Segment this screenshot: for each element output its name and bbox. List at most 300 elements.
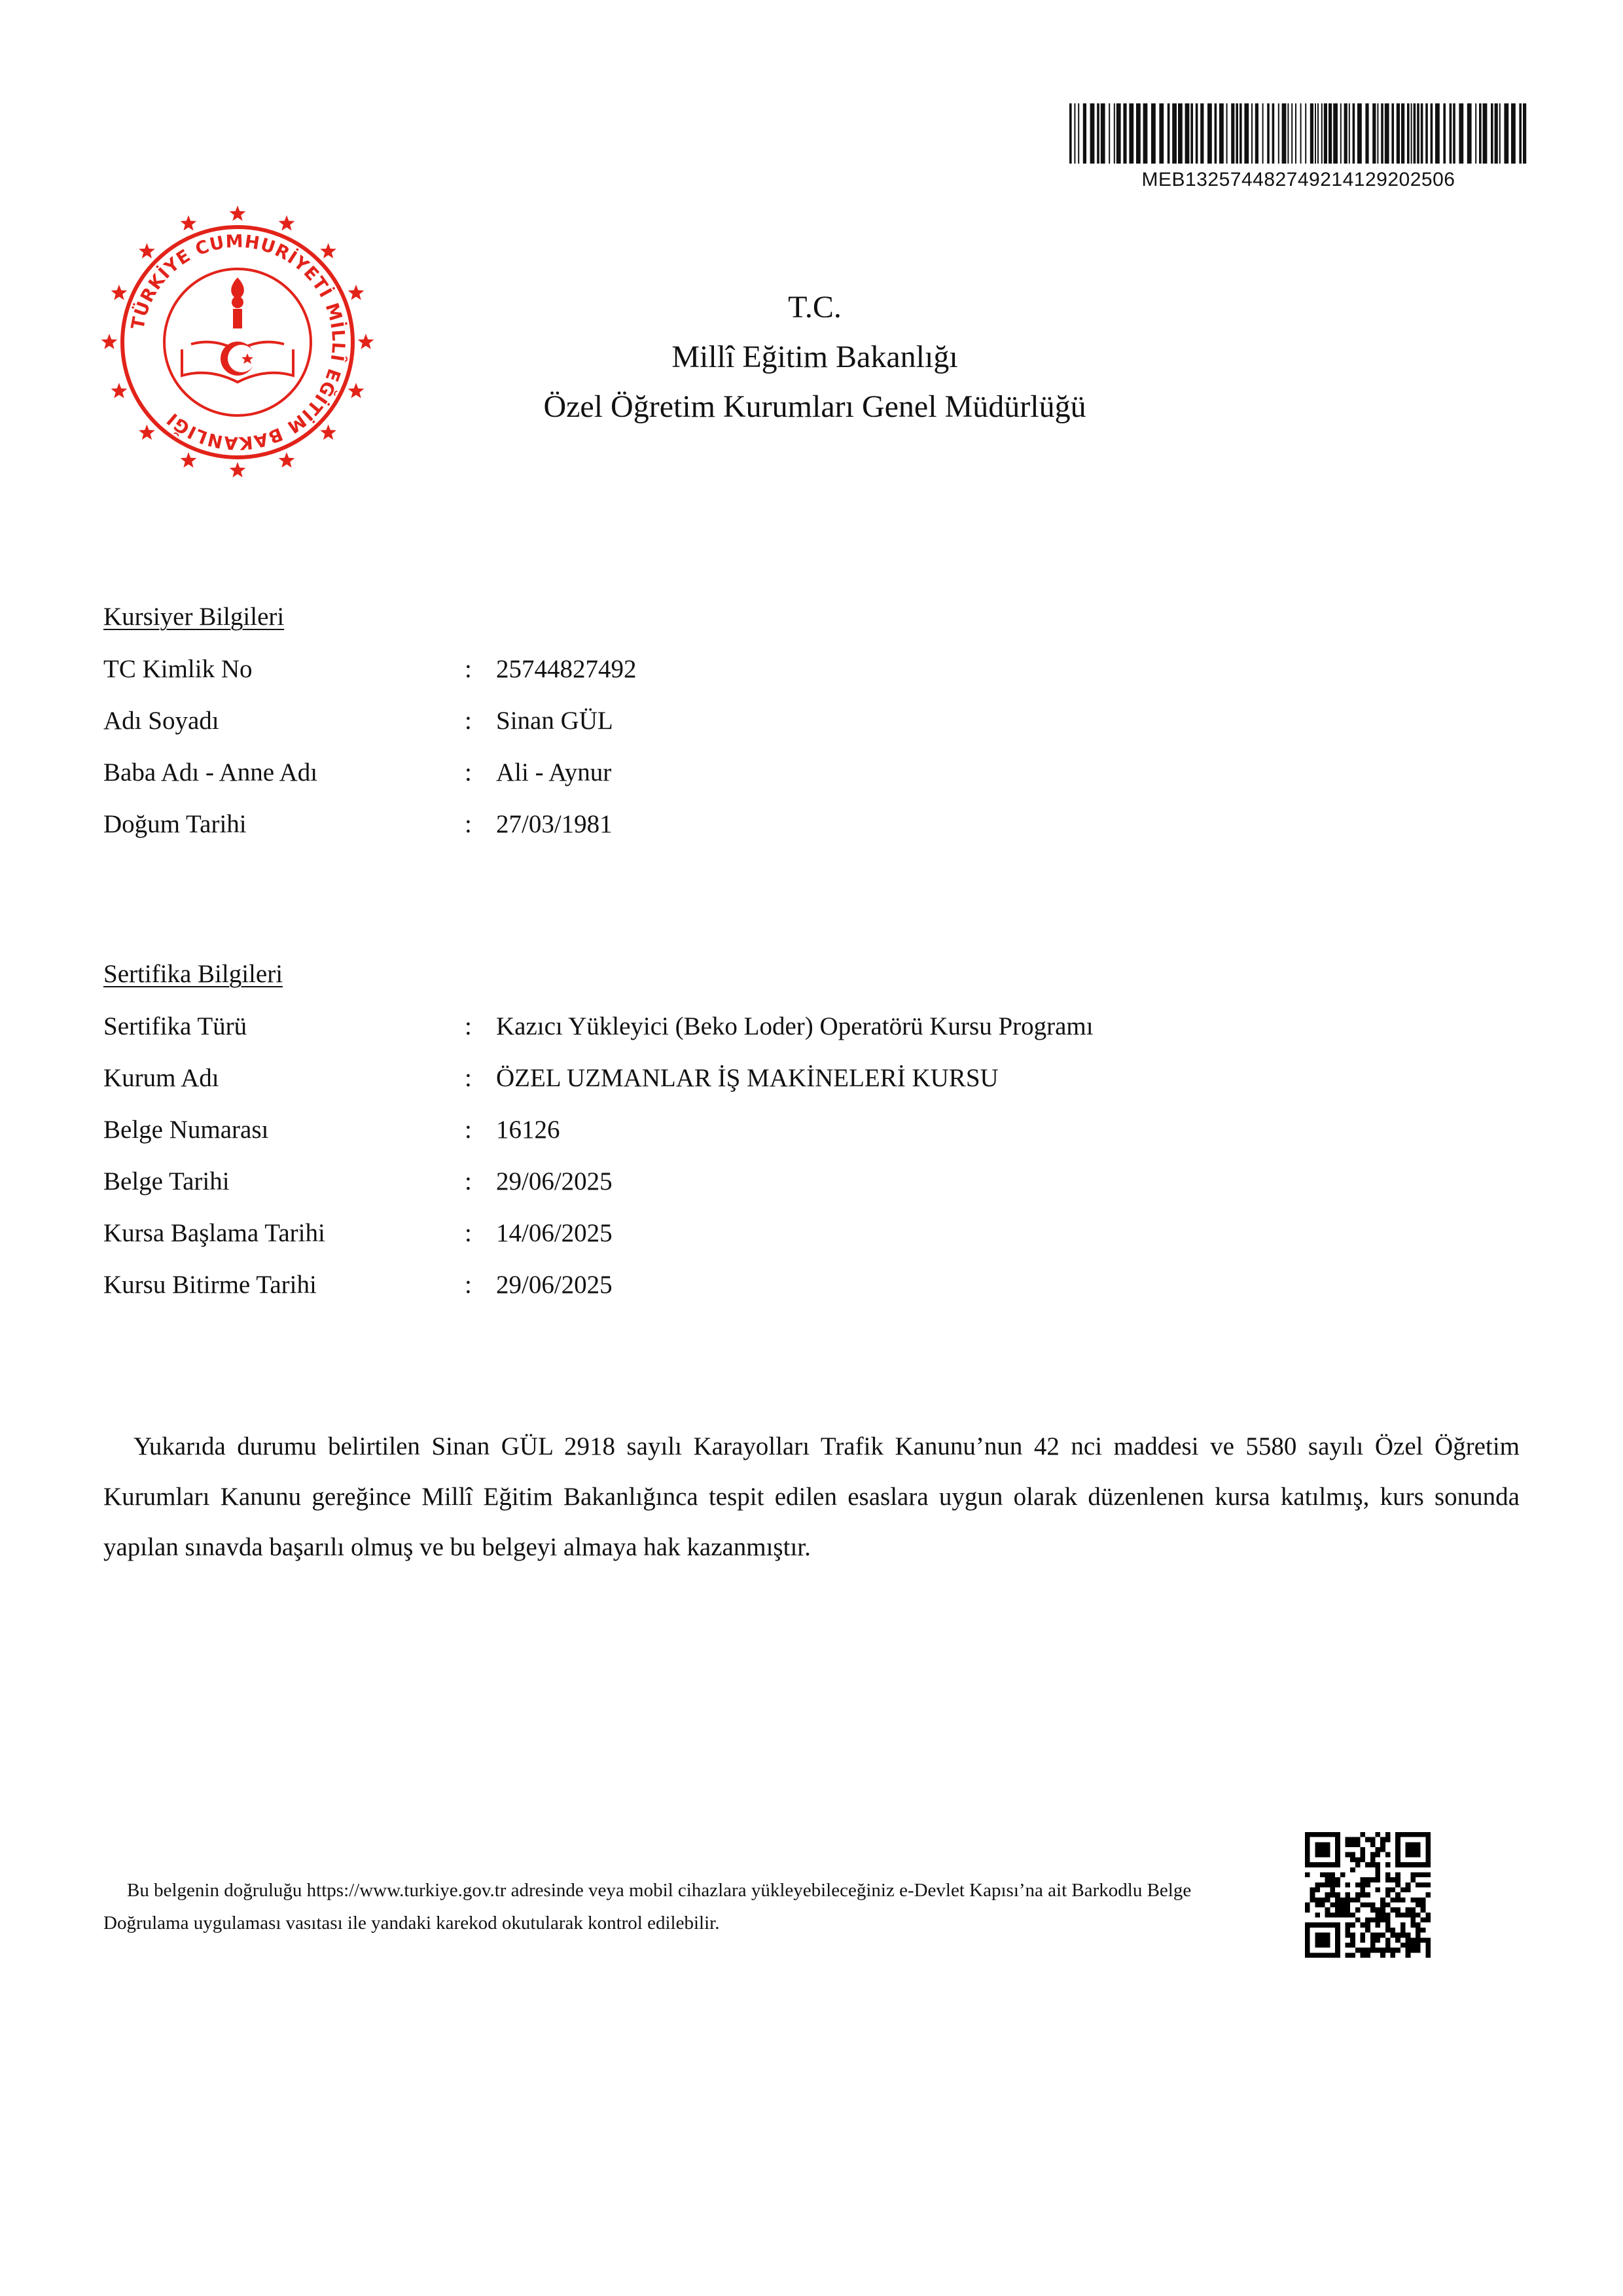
qr-module — [1330, 1887, 1335, 1892]
qr-module — [1370, 1907, 1376, 1913]
barcode-bar — [1143, 103, 1148, 164]
barcode-bar — [1443, 103, 1446, 164]
qr-module — [1406, 1933, 1411, 1938]
seal-star — [279, 452, 295, 468]
qr-module — [1416, 1943, 1421, 1948]
qr-module — [1305, 1903, 1310, 1908]
qr-module — [1395, 1872, 1400, 1877]
qr-module — [1391, 1948, 1396, 1953]
barcode-bar — [1391, 103, 1394, 164]
qr-module — [1380, 1842, 1385, 1847]
barcode-number: MEB13257448274921412920250​6 — [1141, 169, 1455, 190]
barcode-bar — [1262, 103, 1264, 164]
barcode-bar — [1450, 103, 1452, 164]
qr-module — [1410, 1922, 1416, 1928]
field-value: 27/03/1981 — [496, 810, 613, 838]
qr-module — [1395, 1913, 1400, 1918]
barcode-bar — [1401, 103, 1404, 164]
barcode-bar — [1151, 103, 1156, 164]
barcode — [1069, 103, 1527, 164]
qr-module — [1425, 1948, 1431, 1953]
qr-module — [1350, 1837, 1355, 1843]
qr-module — [1391, 1928, 1396, 1933]
barcode-bar — [1519, 103, 1522, 164]
qr-module — [1410, 1877, 1416, 1882]
qr-module — [1385, 1922, 1391, 1928]
field-label: Kurum Adı — [103, 1064, 219, 1092]
barcode-bar — [1114, 103, 1115, 164]
seal-star — [320, 243, 336, 258]
qr-module — [1376, 1847, 1381, 1852]
trainee-row-birth-date — [103, 809, 1530, 849]
certificate-row-institution — [103, 1063, 1530, 1103]
barcode-bar — [1116, 103, 1121, 164]
qr-module — [1330, 1882, 1335, 1888]
qr-module — [1421, 1882, 1426, 1888]
barcode-bar — [1282, 103, 1287, 164]
qr-module — [1406, 1907, 1411, 1913]
qr-module — [1370, 1918, 1376, 1923]
qr-module — [1410, 1898, 1416, 1903]
qr-module — [1340, 1872, 1346, 1877]
qr-module — [1425, 1913, 1431, 1918]
barcode-bar — [1340, 103, 1342, 164]
field-colon: : — [465, 810, 472, 838]
qr-module — [1385, 1937, 1391, 1943]
barcode-bar — [1435, 103, 1440, 164]
barcode-bar — [1240, 103, 1242, 164]
qr-module — [1350, 1933, 1355, 1938]
qr-module — [1335, 1882, 1340, 1888]
certificate-row-number — [103, 1115, 1530, 1154]
qr-module — [1325, 1898, 1330, 1903]
qr-module — [1376, 1948, 1381, 1953]
qr-module — [1370, 1857, 1376, 1862]
qr-module — [1305, 1907, 1310, 1913]
qr-module — [1416, 1872, 1421, 1877]
barcode-bar — [1372, 103, 1376, 164]
qr-module — [1406, 1913, 1411, 1918]
qr-module — [1425, 1943, 1431, 1948]
field-colon: : — [465, 1116, 472, 1144]
qr-module — [1325, 1907, 1330, 1913]
barcode-bar — [1397, 103, 1400, 164]
qr-module — [1320, 1898, 1325, 1903]
trainee-row-tc-id — [103, 654, 1530, 694]
qr-module — [1345, 1922, 1350, 1928]
qr-module — [1376, 1933, 1381, 1938]
barcode-bar — [1291, 103, 1293, 164]
barcode-bar — [1083, 103, 1086, 164]
qr-module — [1315, 1913, 1320, 1918]
certificate-row-end-date — [103, 1270, 1530, 1309]
barcode-bar — [1344, 103, 1347, 164]
barcode-bar — [1333, 103, 1338, 164]
qr-module — [1406, 1943, 1411, 1948]
field-colon: : — [465, 1271, 472, 1299]
qr-module — [1376, 1852, 1381, 1858]
qr-module — [1310, 1887, 1315, 1892]
seal-star — [139, 243, 155, 258]
seal-star — [101, 334, 118, 349]
qr-module — [1421, 1918, 1426, 1923]
qr-module — [1395, 1882, 1400, 1888]
qr-module — [1406, 1952, 1411, 1958]
qr-module — [1350, 1842, 1355, 1847]
barcode-bar — [1453, 103, 1455, 164]
seal-star — [279, 215, 295, 231]
qr-module — [1355, 1857, 1361, 1862]
qr-module — [1345, 1837, 1350, 1843]
barcode-bar — [1287, 103, 1289, 164]
field-value: Kazıcı Yükleyici (Beko Loder) Operatörü Kursu Programı — [496, 1012, 1094, 1040]
qr-module — [1315, 1887, 1320, 1892]
qr-module — [1325, 1872, 1330, 1877]
barcode-bar — [1123, 103, 1126, 164]
trainee-row-name — [103, 706, 1530, 745]
certification-statement: Yukarıda durumu belirtilen Sinan GÜL 2918 sayılı Karayolları Trafik Kanunu’nun 42 nci maddesi ve 5580 sayılı Özel Öğretim Kurumları Kanunu gereğince Millî Eğitim Bakanlığınca tespit edilen esaslara uygun olarak düzenlenen kursa katılmış, kurs sonunda yapılan sınavda başarılı olmuş ve bu belgeyi almaya hak kazanmıştır. — [103, 1432, 1520, 1561]
qr-module — [1400, 1898, 1406, 1903]
field-value: 16126 — [496, 1116, 560, 1144]
qr-module — [1350, 1898, 1355, 1903]
field-label: Adı Soyadı — [103, 707, 219, 735]
qr-module — [1360, 1877, 1365, 1882]
verification-note: Bu belgenin doğruluğu https://www.turkiye.gov.tr adresinde veya mobil cihazlara yükleyebileceğiniz e-Devlet Kapısı’na ait Barkodlu Belge Doğrulama uygulaması vasıtası ile yandaki karekod okutularak kontrol edilebilir. — [103, 1880, 1192, 1934]
qr-module — [1320, 1882, 1325, 1888]
qr-module — [1360, 1857, 1365, 1862]
barcode-bar — [1185, 103, 1190, 164]
qr-module — [1345, 1907, 1350, 1913]
qr-module — [1380, 1837, 1385, 1843]
qr-module — [1385, 1892, 1391, 1898]
qr-module — [1320, 1872, 1325, 1877]
field-colon: : — [465, 707, 472, 735]
qr-module — [1360, 1892, 1365, 1898]
qr-module — [1335, 1892, 1340, 1898]
qr-finder — [1315, 1842, 1330, 1857]
barcode-bar — [1109, 103, 1110, 164]
qr-module — [1335, 1903, 1340, 1908]
qr-module — [1391, 1887, 1396, 1892]
qr-module — [1340, 1903, 1346, 1908]
qr-module — [1355, 1882, 1361, 1888]
field-label: Doğum Tarihi — [103, 810, 247, 838]
qr-module — [1395, 1892, 1400, 1898]
qr-module — [1406, 1937, 1411, 1943]
barcode-bar — [1159, 103, 1164, 164]
qr-module — [1360, 1852, 1365, 1858]
qr-module — [1391, 1898, 1396, 1903]
qr-module — [1416, 1913, 1421, 1918]
field-label: Kursa Başlama Tarihi — [103, 1219, 325, 1247]
qr-module — [1305, 1872, 1310, 1877]
barcode-bar — [1459, 103, 1463, 164]
barcode-bar — [1219, 103, 1224, 164]
qr-module — [1385, 1877, 1391, 1882]
seal-star — [320, 425, 336, 440]
qr-module — [1345, 1913, 1350, 1918]
qr-module — [1330, 1913, 1335, 1918]
qr-module — [1360, 1937, 1365, 1943]
barcode-bar — [1090, 103, 1095, 164]
qr-module — [1370, 1937, 1376, 1943]
field-colon: : — [465, 1012, 472, 1040]
qr-module — [1365, 1922, 1370, 1928]
barcode-bar — [1511, 103, 1516, 164]
qr-module — [1365, 1862, 1370, 1867]
qr-module — [1345, 1903, 1350, 1908]
field-colon: : — [465, 1167, 472, 1195]
qr-module — [1365, 1918, 1370, 1923]
qr-module — [1360, 1948, 1365, 1953]
qr-module — [1355, 1862, 1361, 1867]
seal-star — [230, 462, 246, 478]
qr-module — [1395, 1948, 1400, 1953]
qr-module — [1416, 1882, 1421, 1888]
seal-star — [230, 205, 246, 221]
qr-module — [1425, 1882, 1431, 1888]
qr-module — [1355, 1842, 1361, 1847]
seal-star — [181, 215, 197, 231]
qr-module — [1385, 1872, 1391, 1877]
qr-code — [1305, 1832, 1431, 1958]
qr-module — [1391, 1952, 1396, 1958]
qr-module — [1330, 1903, 1335, 1908]
qr-module — [1370, 1903, 1376, 1908]
qr-module — [1365, 1903, 1370, 1908]
qr-module — [1380, 1907, 1385, 1913]
qr-module — [1310, 1892, 1315, 1898]
barcode-bar — [1317, 103, 1319, 164]
qr-module — [1416, 1948, 1421, 1953]
seal-star — [181, 452, 197, 468]
qr-module — [1345, 1892, 1350, 1898]
qr-module — [1395, 1898, 1400, 1903]
qr-module — [1400, 1887, 1406, 1892]
qr-module — [1416, 1922, 1421, 1928]
field-colon: : — [465, 1219, 472, 1247]
barcode-bar — [1172, 103, 1177, 164]
barcode-bar — [1321, 103, 1323, 164]
qr-module — [1345, 1882, 1350, 1888]
qr-module — [1365, 1948, 1370, 1953]
qr-finder — [1315, 1933, 1330, 1948]
qr-module — [1335, 1913, 1340, 1918]
qr-module — [1350, 1922, 1355, 1928]
qr-module — [1350, 1937, 1355, 1943]
qr-module — [1421, 1937, 1426, 1943]
barcode-bar — [1267, 103, 1270, 164]
qr-module — [1355, 1892, 1361, 1898]
qr-module — [1370, 1943, 1376, 1948]
barcode-bar — [1425, 103, 1428, 164]
qr-module — [1355, 1918, 1361, 1923]
field-label: Belge Numarası — [103, 1116, 269, 1144]
seal-star — [111, 285, 128, 300]
qr-module — [1395, 1933, 1400, 1938]
qr-module — [1416, 1933, 1421, 1938]
barcode-bar — [1069, 103, 1072, 164]
qr-module — [1421, 1907, 1426, 1913]
qr-module — [1335, 1907, 1340, 1913]
qr-module — [1325, 1892, 1330, 1898]
barcode-bar — [1475, 103, 1476, 164]
field-value: Ali - Aynur — [496, 758, 612, 786]
qr-module — [1360, 1832, 1365, 1837]
field-label: Baba Adı - Anne Adı — [103, 758, 318, 786]
header-country: T.C. — [788, 290, 842, 325]
qr-module — [1365, 1928, 1370, 1933]
qr-module — [1380, 1948, 1385, 1953]
qr-module — [1360, 1933, 1365, 1938]
qr-module — [1315, 1898, 1320, 1903]
barcode-bar — [1236, 103, 1238, 164]
qr-module — [1310, 1898, 1315, 1903]
qr-module — [1335, 1898, 1340, 1903]
qr-module — [1410, 1907, 1416, 1913]
qr-module — [1330, 1877, 1335, 1882]
qr-module — [1421, 1872, 1426, 1877]
barcode-bar — [1231, 103, 1234, 164]
qr-module — [1355, 1898, 1361, 1903]
qr-module — [1376, 1867, 1381, 1873]
barcode-bar — [1421, 103, 1423, 164]
qr-module — [1406, 1948, 1411, 1953]
seal-ring-text: TÜRKİYE CUMHURİYETİ MİLLÎ EĞİTİM BAKANLIĞI — [128, 231, 349, 453]
qr-module — [1355, 1948, 1361, 1953]
qr-module — [1380, 1847, 1385, 1852]
field-value: ÖZEL UZMANLAR İŞ MAKİNELERİ KURSU — [496, 1064, 999, 1092]
qr-module — [1350, 1867, 1355, 1873]
qr-module — [1330, 1892, 1335, 1898]
qr-module — [1425, 1918, 1431, 1923]
qr-module — [1376, 1872, 1381, 1877]
qr-module — [1370, 1837, 1376, 1843]
qr-module — [1410, 1918, 1416, 1923]
qr-module — [1345, 1943, 1350, 1948]
qr-module — [1376, 1918, 1381, 1923]
barcode-bar — [1226, 103, 1228, 164]
qr-module — [1376, 1937, 1381, 1943]
barcode-bar — [1255, 103, 1258, 164]
field-label: Sertifika Türü — [103, 1012, 247, 1040]
qr-module — [1350, 1943, 1355, 1948]
barcode-bar — [1244, 103, 1249, 164]
barcode-bar — [1385, 103, 1389, 164]
qr-module — [1325, 1882, 1330, 1888]
qr-module — [1425, 1872, 1431, 1877]
qr-module — [1335, 1877, 1340, 1882]
qr-module — [1391, 1877, 1396, 1882]
barcode-bar — [1310, 103, 1313, 164]
barcode-bar — [1411, 103, 1412, 164]
header-ministry: Millî Eğitim Bakanlığı — [671, 340, 958, 374]
qr-module — [1340, 1913, 1346, 1918]
barcode-bar — [1178, 103, 1183, 164]
qr-module — [1360, 1887, 1365, 1892]
barcode-bar — [1483, 103, 1488, 164]
field-value: 29/06/2025 — [496, 1167, 613, 1195]
barcode-bar — [1523, 103, 1526, 164]
qr-module — [1350, 1913, 1355, 1918]
qr-module — [1416, 1903, 1421, 1908]
qr-module — [1370, 1933, 1376, 1938]
qr-module — [1376, 1913, 1381, 1918]
qr-module — [1325, 1913, 1330, 1918]
seal-star — [348, 285, 365, 300]
barcode-bar — [1074, 103, 1075, 164]
field-value: 14/06/2025 — [496, 1219, 613, 1247]
qr-module — [1380, 1952, 1385, 1958]
qr-module — [1370, 1948, 1376, 1953]
qr-module — [1421, 1898, 1426, 1903]
qr-module — [1385, 1948, 1391, 1953]
qr-module — [1355, 1907, 1361, 1913]
barcode-bar — [1357, 103, 1362, 164]
qr-module — [1315, 1903, 1320, 1908]
barcode-bar — [1381, 103, 1383, 164]
qr-module — [1360, 1952, 1365, 1958]
qr-module — [1345, 1842, 1350, 1847]
barcode-bar — [1207, 103, 1212, 164]
qr-module — [1400, 1922, 1406, 1928]
qr-module — [1360, 1847, 1365, 1852]
field-value: Sinan GÜL — [496, 707, 613, 735]
qr-module — [1385, 1852, 1391, 1858]
barcode-bar — [1417, 103, 1419, 164]
seal-star — [111, 383, 128, 398]
qr-module — [1320, 1903, 1325, 1908]
qr-module — [1345, 1898, 1350, 1903]
qr-module — [1350, 1857, 1355, 1862]
qr-module — [1365, 1837, 1370, 1843]
qr-module — [1325, 1877, 1330, 1882]
qr-module — [1380, 1898, 1385, 1903]
barcode-bar — [1365, 103, 1368, 164]
field-value: 25744827492 — [496, 655, 637, 683]
qr-module — [1400, 1928, 1406, 1933]
qr-module — [1395, 1907, 1400, 1913]
barcode-bar — [1329, 103, 1332, 164]
qr-module — [1410, 1948, 1416, 1953]
qr-module — [1385, 1837, 1391, 1843]
ministry-seal-logo — [99, 204, 376, 480]
barcode-bar — [1479, 103, 1482, 164]
barcode-bar — [1097, 103, 1099, 164]
qr-module — [1425, 1937, 1431, 1943]
qr-module — [1370, 1877, 1376, 1882]
barcode-bar — [1278, 103, 1279, 164]
barcode-bar — [1315, 103, 1316, 164]
qr-module — [1416, 1928, 1421, 1933]
qr-module — [1385, 1943, 1391, 1948]
qr-module — [1350, 1852, 1355, 1858]
barcode-bar — [1101, 103, 1105, 164]
barcode-bar — [1300, 103, 1302, 164]
qr-module — [1345, 1952, 1350, 1958]
qr-module — [1400, 1933, 1406, 1938]
barcode-bar — [1251, 103, 1253, 164]
qr-module — [1350, 1952, 1355, 1958]
qr-module — [1421, 1903, 1426, 1908]
qr-module — [1340, 1907, 1346, 1913]
barcode-bar — [1499, 103, 1501, 164]
crescent-star-icon — [221, 342, 255, 376]
seal-star — [358, 334, 374, 349]
field-colon: : — [465, 1064, 472, 1092]
certificate-row-type — [103, 1012, 1530, 1051]
barcode-bar — [1349, 103, 1350, 164]
